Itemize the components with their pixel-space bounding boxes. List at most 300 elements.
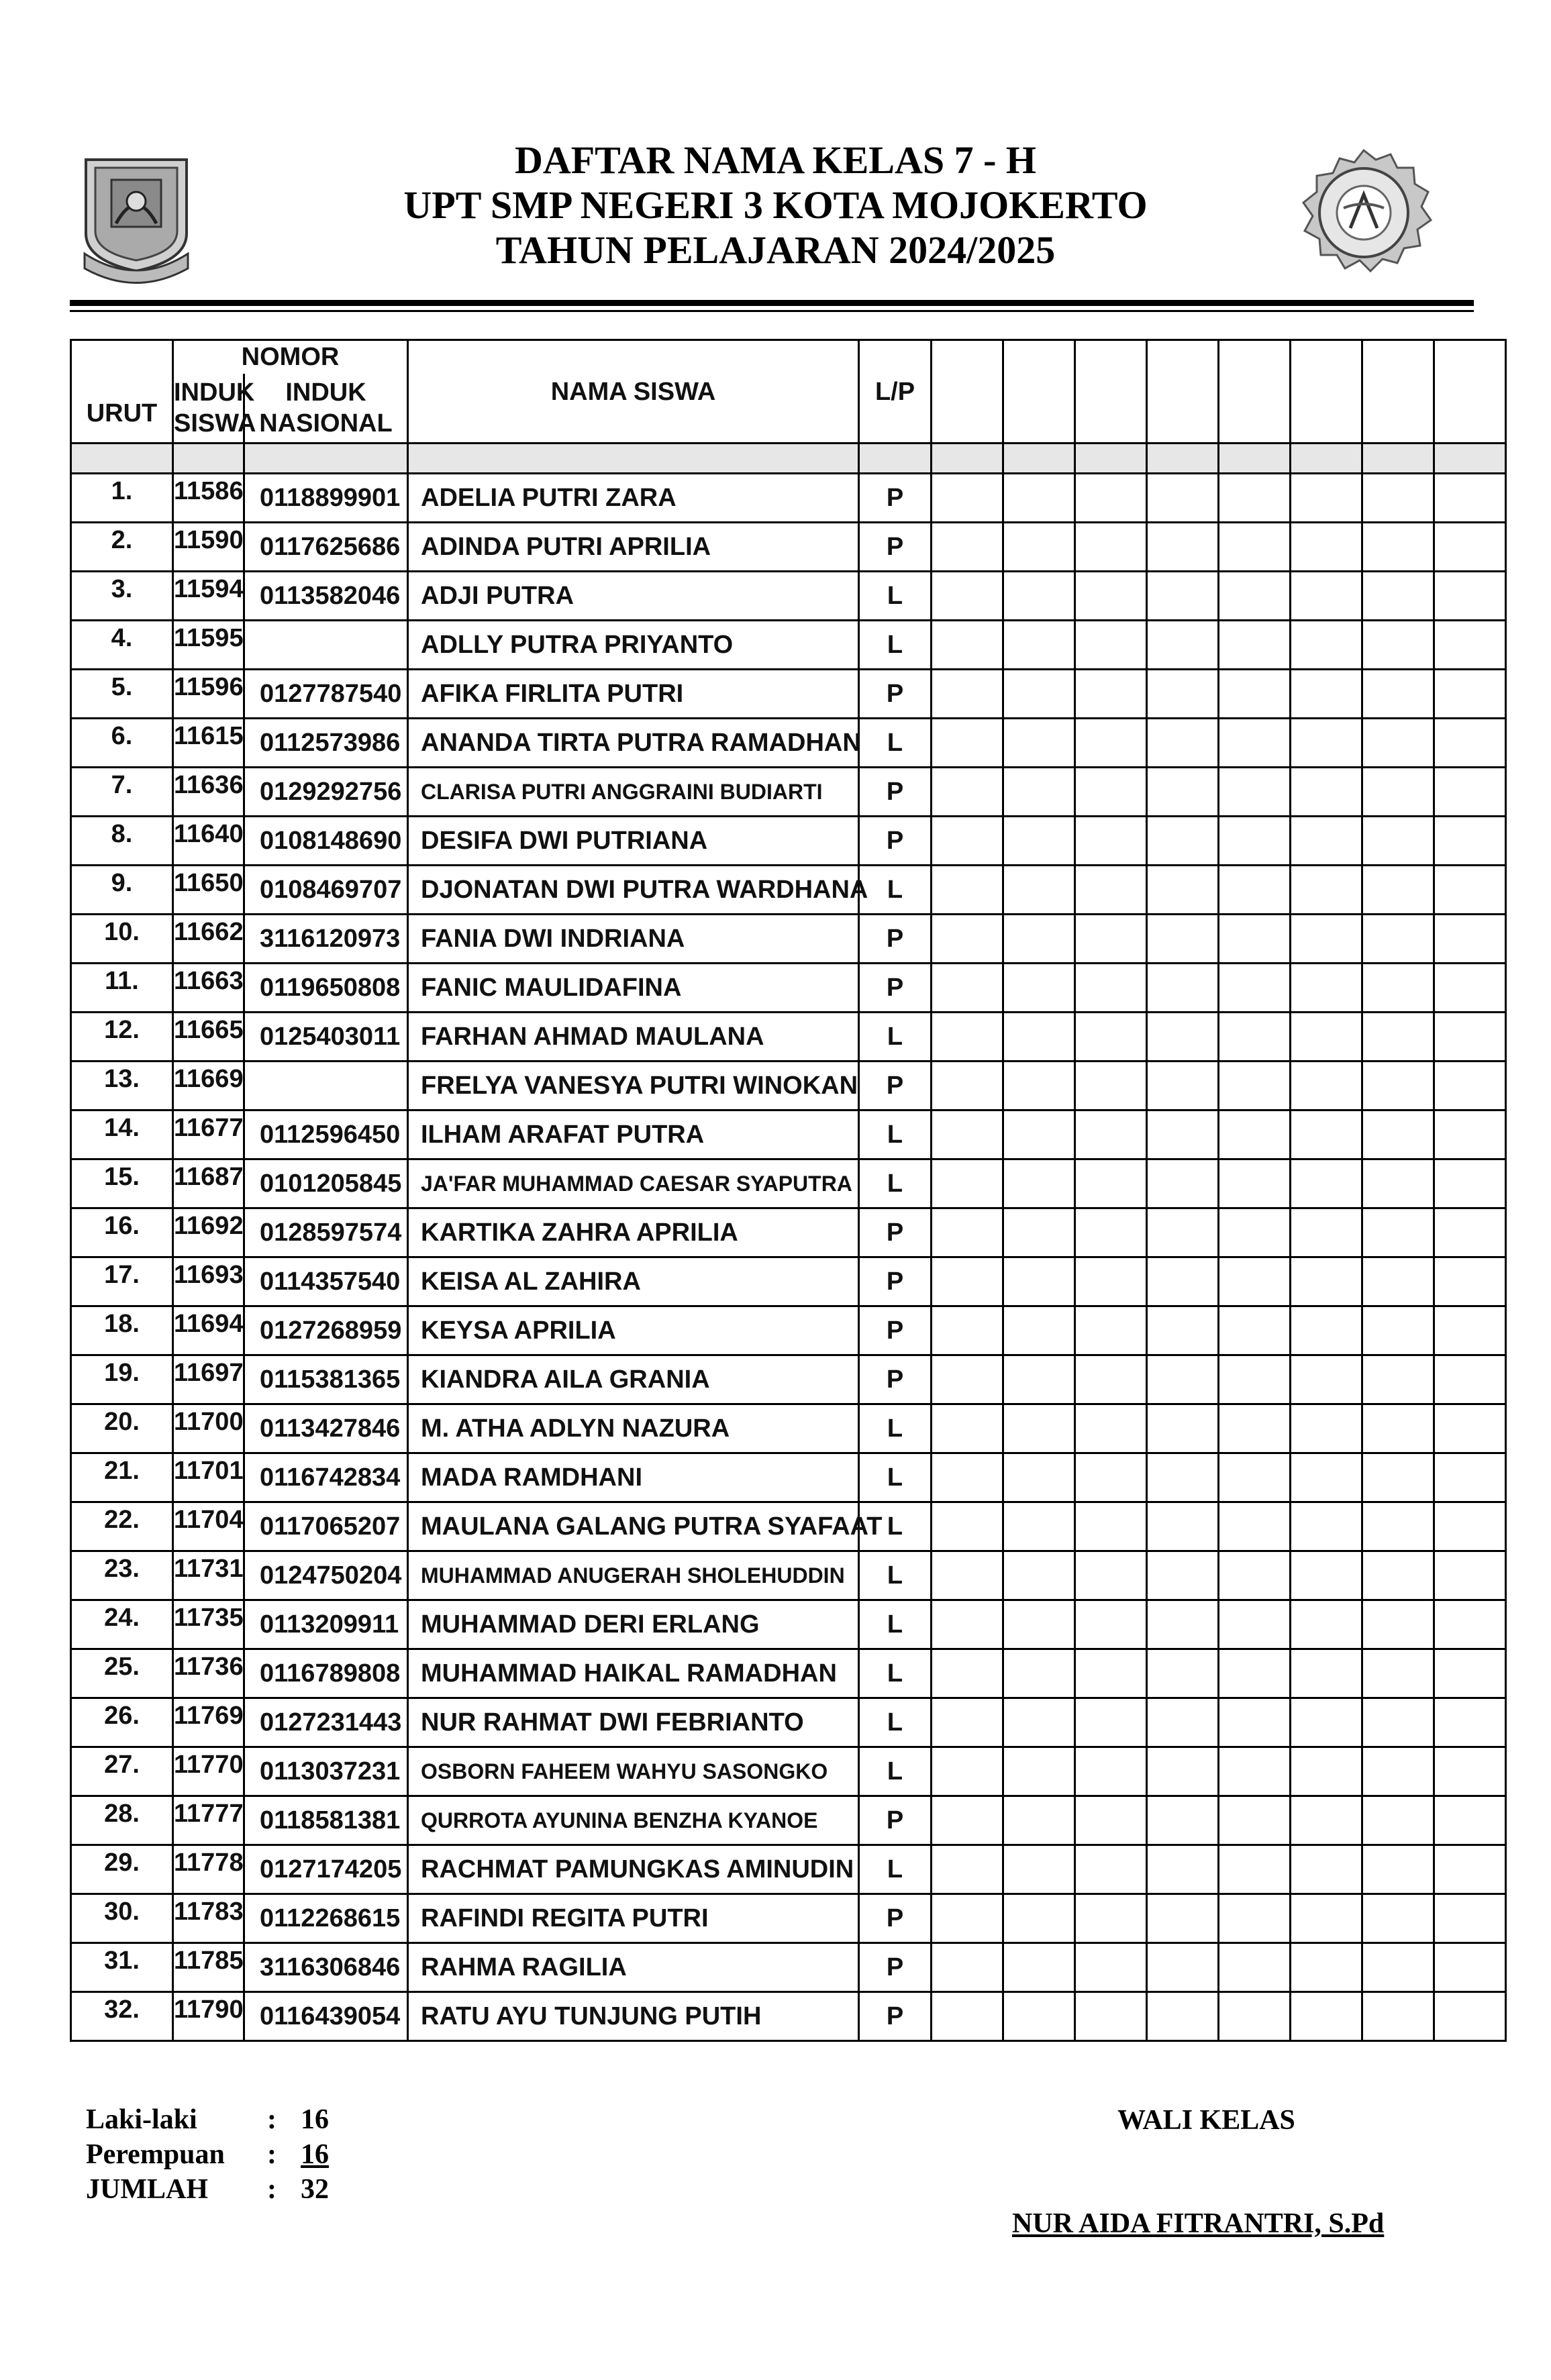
student-name: RAFINDI REGITA PUTRI xyxy=(408,1894,859,1943)
summary-male-row xyxy=(86,2102,329,2137)
blank-cell xyxy=(1362,768,1434,817)
blank-cell xyxy=(1003,1062,1075,1110)
blank-cell xyxy=(1075,964,1147,1013)
student-id: 11783 xyxy=(174,1897,244,1926)
gender: P xyxy=(859,1992,932,2041)
blank-cell xyxy=(1434,1110,1506,1159)
total-count: 32 xyxy=(301,2174,329,2205)
blank-cell xyxy=(932,1453,1003,1502)
blank-cell xyxy=(1075,1404,1147,1453)
blank-cell xyxy=(1362,1013,1434,1062)
blank-cell xyxy=(1075,1502,1147,1551)
student-name: ADINDA PUTRI APRILIA xyxy=(408,523,859,572)
row-number: 25. xyxy=(104,1652,140,1681)
blank-cell xyxy=(1075,1551,1147,1600)
blank-cell xyxy=(1362,572,1434,621)
blank-cell xyxy=(1362,1453,1434,1502)
blank-cell xyxy=(1147,1013,1219,1062)
blank-cell xyxy=(1291,1404,1362,1453)
student-id: 11590 xyxy=(174,525,244,554)
student-name: ADLLY PUTRA PRIYANTO xyxy=(408,621,859,670)
title-line-2: UPT SMP NEGERI 3 KOTA MOJOKERTO xyxy=(403,183,1148,227)
blank-cell xyxy=(1291,964,1362,1013)
col-header-lp: L/P xyxy=(859,340,932,444)
table-row xyxy=(71,670,1506,719)
blank-cell xyxy=(1075,1796,1147,1845)
row-number: 7. xyxy=(111,770,133,799)
gender: L xyxy=(859,1698,932,1747)
national-id: 3116120973 xyxy=(244,915,408,964)
blank-cell xyxy=(1147,1404,1219,1453)
blank-cell xyxy=(1291,1698,1362,1747)
blank-cell xyxy=(1434,572,1506,621)
blank-cell xyxy=(1003,1992,1075,2041)
student-id: 11778 xyxy=(174,1848,244,1877)
student-name: KARTIKA ZAHRA APRILIA xyxy=(408,1208,859,1257)
gender: P xyxy=(859,1796,932,1845)
blank-cell xyxy=(1147,1845,1219,1894)
blank-cell xyxy=(1362,1110,1434,1159)
national-id xyxy=(244,621,408,670)
blank-cell xyxy=(1291,1649,1362,1698)
blank-cell xyxy=(1219,1159,1291,1208)
blank-cell xyxy=(1362,670,1434,719)
blank-cell xyxy=(1434,474,1506,523)
blank-cell xyxy=(1075,1747,1147,1796)
blank-cell xyxy=(1147,1796,1219,1845)
col-header-urut: URUT xyxy=(71,340,173,444)
gender: P xyxy=(859,768,932,817)
blank-col-6 xyxy=(1291,340,1362,444)
table-row xyxy=(71,621,1506,670)
table-row xyxy=(71,1502,1506,1551)
blank-cell xyxy=(1434,523,1506,572)
blank-cell xyxy=(1075,572,1147,621)
blank-cell xyxy=(1003,670,1075,719)
national-id: 0125403011 xyxy=(244,1013,408,1062)
blank-cell xyxy=(1147,866,1219,915)
table-row xyxy=(71,1355,1506,1404)
row-number: 27. xyxy=(104,1750,140,1779)
blank-cell xyxy=(932,1698,1003,1747)
student-name: FRELYA VANESYA PUTRI WINOKAN xyxy=(408,1062,859,1110)
blank-cell xyxy=(1003,1306,1075,1355)
row-number: 24. xyxy=(104,1603,140,1632)
blank-cell xyxy=(1434,1062,1506,1110)
summary-female-row xyxy=(86,2137,329,2172)
blank-cell xyxy=(1362,866,1434,915)
gender: P xyxy=(859,915,932,964)
row-number: 5. xyxy=(111,672,133,701)
table-row xyxy=(71,1257,1506,1306)
blank-cell xyxy=(1075,474,1147,523)
row-number: 31. xyxy=(104,1946,140,1975)
title-line-3: TAHUN PELAJARAN 2024/2025 xyxy=(495,228,1056,272)
student-name: KIANDRA AILA GRANIA xyxy=(408,1355,859,1404)
table-row xyxy=(71,572,1506,621)
blank-cell xyxy=(932,1845,1003,1894)
row-number: 28. xyxy=(104,1799,140,1828)
blank-cell xyxy=(1291,817,1362,866)
student-name: MAULANA GALANG PUTRA SYAFAAT xyxy=(408,1502,859,1551)
gender: L xyxy=(859,1453,932,1502)
female-label: Perempuan xyxy=(86,2139,225,2170)
blank-cell xyxy=(1291,1747,1362,1796)
blank-cell xyxy=(1075,1062,1147,1110)
blank-cell xyxy=(1219,1355,1291,1404)
blank-cell xyxy=(932,1600,1003,1649)
blank-cell xyxy=(932,964,1003,1013)
gender: L xyxy=(859,719,932,768)
gender: P xyxy=(859,1257,932,1306)
blank-cell xyxy=(1003,621,1075,670)
student-id: 11694 xyxy=(174,1309,244,1338)
blank-col-7 xyxy=(1362,340,1434,444)
row-number: 20. xyxy=(104,1407,140,1436)
national-id: 3116306846 xyxy=(244,1943,408,1992)
blank-cell xyxy=(1291,1159,1362,1208)
blank-cell xyxy=(1434,768,1506,817)
table-row xyxy=(71,1159,1506,1208)
blank-cell xyxy=(1219,1257,1291,1306)
blank-cell xyxy=(1075,1894,1147,1943)
student-name: KEYSA APRILIA xyxy=(408,1306,859,1355)
national-id: 0127174205 xyxy=(244,1845,408,1894)
gender: L xyxy=(859,1013,932,1062)
student-name: MADA RAMDHANI xyxy=(408,1453,859,1502)
blank-cell xyxy=(1291,1110,1362,1159)
student-id: 11677 xyxy=(174,1113,244,1142)
blank-cell xyxy=(1219,1845,1291,1894)
blank-cell xyxy=(1003,523,1075,572)
table-row xyxy=(71,1894,1506,1943)
row-number: 13. xyxy=(104,1064,140,1093)
student-name: FANIC MAULIDAFINA xyxy=(408,964,859,1013)
student-id: 11595 xyxy=(174,623,244,652)
table-row xyxy=(71,1845,1506,1894)
blank-cell xyxy=(1291,1257,1362,1306)
table-row xyxy=(71,719,1506,768)
gender: P xyxy=(859,1943,932,1992)
blank-cell xyxy=(1075,1992,1147,2041)
student-name: ANANDA TIRTA PUTRA RAMADHAN xyxy=(408,719,859,768)
blank-cell xyxy=(1003,768,1075,817)
blank-cell xyxy=(1219,1943,1291,1992)
student-name: RACHMAT PAMUNGKAS AMINUDIN xyxy=(408,1845,859,1894)
blank-cell xyxy=(1003,1208,1075,1257)
national-id: 0112596450 xyxy=(244,1110,408,1159)
blank-cell xyxy=(1291,670,1362,719)
blank-cell xyxy=(1291,719,1362,768)
blank-cell xyxy=(1362,1062,1434,1110)
blank-cell xyxy=(1434,621,1506,670)
blank-cell xyxy=(1003,1551,1075,1600)
blank-cell xyxy=(1291,1551,1362,1600)
blank-cell xyxy=(932,1110,1003,1159)
blank-cell xyxy=(1362,1992,1434,2041)
table-row xyxy=(71,768,1506,817)
spacer-row xyxy=(71,444,1506,474)
national-id: 0108469707 xyxy=(244,866,408,915)
blank-cell xyxy=(1075,1600,1147,1649)
student-roster-table xyxy=(70,339,1507,2042)
student-id: 11736 xyxy=(174,1652,244,1681)
student-name: FANIA DWI INDRIANA xyxy=(408,915,859,964)
student-name: DJONATAN DWI PUTRA WARDHANA xyxy=(408,866,859,915)
blank-col-4 xyxy=(1147,340,1219,444)
blank-cell xyxy=(1147,964,1219,1013)
blank-cell xyxy=(932,1894,1003,1943)
table-row xyxy=(71,1306,1506,1355)
table-row xyxy=(71,1649,1506,1698)
blank-cell xyxy=(1434,1649,1506,1698)
national-id: 0117065207 xyxy=(244,1502,408,1551)
blank-cell xyxy=(1147,670,1219,719)
blank-cell xyxy=(1147,1551,1219,1600)
roster-body xyxy=(71,474,1506,2041)
student-id: 11693 xyxy=(174,1260,244,1289)
blank-cell xyxy=(1003,1404,1075,1453)
blank-cell xyxy=(1003,866,1075,915)
blank-cell xyxy=(932,1747,1003,1796)
blank-cell xyxy=(1291,1208,1362,1257)
colon: : xyxy=(267,2139,277,2170)
table-row xyxy=(71,1551,1506,1600)
blank-cell xyxy=(1219,1992,1291,2041)
blank-cell xyxy=(1003,1502,1075,1551)
blank-cell xyxy=(1003,1894,1075,1943)
blank-cell xyxy=(1219,1013,1291,1062)
blank-cell xyxy=(932,1992,1003,2041)
blank-cell xyxy=(1003,1649,1075,1698)
student-id: 11596 xyxy=(174,672,244,701)
row-number: 10. xyxy=(104,917,140,946)
student-id: 11615 xyxy=(174,721,244,750)
table-row xyxy=(71,1992,1506,2041)
blank-cell xyxy=(932,1208,1003,1257)
gender: L xyxy=(859,1747,932,1796)
gender: L xyxy=(859,1404,932,1453)
blank-cell xyxy=(1362,621,1434,670)
student-id: 11704 xyxy=(174,1505,244,1534)
blank-cell xyxy=(1219,1453,1291,1502)
student-id: 11594 xyxy=(174,574,244,603)
gender: P xyxy=(859,1894,932,1943)
national-id: 0129292756 xyxy=(244,768,408,817)
blank-cell xyxy=(932,670,1003,719)
row-number: 29. xyxy=(104,1848,140,1877)
blank-cell xyxy=(1003,572,1075,621)
student-id: 11735 xyxy=(174,1603,244,1632)
student-name: M. ATHA ADLYN NAZURA xyxy=(408,1404,859,1453)
blank-cell xyxy=(1291,1502,1362,1551)
blank-cell xyxy=(1147,1992,1219,2041)
blank-cell xyxy=(1075,1845,1147,1894)
student-name: ILHAM ARAFAT PUTRA xyxy=(408,1110,859,1159)
blank-cell xyxy=(1291,915,1362,964)
blank-cell xyxy=(1362,1894,1434,1943)
blank-cell xyxy=(1219,621,1291,670)
gender: L xyxy=(859,1845,932,1894)
student-id: 11769 xyxy=(174,1701,244,1730)
gender: L xyxy=(859,1502,932,1551)
gender: P xyxy=(859,670,932,719)
blank-cell xyxy=(1219,817,1291,866)
homeroom-teacher-name: NUR AIDA FITRANTRI, S.Pd xyxy=(1012,2208,1385,2239)
blank-cell xyxy=(1003,1698,1075,1747)
blank-cell xyxy=(1434,1502,1506,1551)
row-number: 9. xyxy=(111,868,133,897)
table-row xyxy=(71,964,1506,1013)
blank-cell xyxy=(1434,1796,1506,1845)
blank-cell xyxy=(1075,1306,1147,1355)
blank-cell xyxy=(1075,719,1147,768)
table-row xyxy=(71,1208,1506,1257)
blank-cell xyxy=(1003,1943,1075,1992)
female-count: 16 xyxy=(301,2139,329,2170)
national-id: 0114357540 xyxy=(244,1257,408,1306)
blank-cell xyxy=(1147,768,1219,817)
blank-col-8 xyxy=(1434,340,1506,444)
student-name: MUHAMMAD ANUGERAH SHOLEHUDDIN xyxy=(408,1551,859,1600)
row-number: 3. xyxy=(111,574,133,603)
header-rule-thin xyxy=(70,310,1474,312)
blank-cell xyxy=(932,817,1003,866)
blank-cell xyxy=(1147,1355,1219,1404)
blank-cell xyxy=(1075,1208,1147,1257)
student-id: 11697 xyxy=(174,1358,244,1387)
blank-cell xyxy=(1147,523,1219,572)
row-number: 12. xyxy=(104,1015,140,1044)
student-name: ADELIA PUTRI ZARA xyxy=(408,474,859,523)
blank-col-3 xyxy=(1075,340,1147,444)
blank-cell xyxy=(932,719,1003,768)
student-id: 11700 xyxy=(174,1407,244,1436)
blank-col-5 xyxy=(1219,340,1291,444)
blank-cell xyxy=(932,1355,1003,1404)
student-name: FARHAN AHMAD MAULANA xyxy=(408,1013,859,1062)
student-id: 11777 xyxy=(174,1799,244,1828)
blank-cell xyxy=(1219,1600,1291,1649)
student-id: 11785 xyxy=(174,1946,244,1975)
blank-cell xyxy=(1075,1257,1147,1306)
student-name: KEISA AL ZAHIRA xyxy=(408,1257,859,1306)
blank-cell xyxy=(1362,1943,1434,1992)
table-row xyxy=(71,817,1506,866)
colon: : xyxy=(267,2174,277,2205)
blank-cell xyxy=(1434,817,1506,866)
table-row xyxy=(71,1110,1506,1159)
blank-cell xyxy=(1075,523,1147,572)
student-name: ADJI PUTRA xyxy=(408,572,859,621)
row-number: 2. xyxy=(111,525,133,554)
blank-cell xyxy=(1075,817,1147,866)
student-name: OSBORN FAHEEM WAHYU SASONGKO xyxy=(408,1747,859,1796)
table-row xyxy=(71,1013,1506,1062)
blank-cell xyxy=(1291,523,1362,572)
blank-cell xyxy=(1362,1208,1434,1257)
blank-cell xyxy=(1219,915,1291,964)
blank-cell xyxy=(1147,817,1219,866)
blank-cell xyxy=(1147,1600,1219,1649)
blank-cell xyxy=(1291,1943,1362,1992)
student-id: 11790 xyxy=(174,1995,244,2024)
student-name: CLARISA PUTRI ANGGRAINI BUDIARTI xyxy=(408,768,859,817)
blank-cell xyxy=(1219,964,1291,1013)
blank-cell xyxy=(1291,474,1362,523)
blank-cell xyxy=(932,1306,1003,1355)
blank-cell xyxy=(1362,1600,1434,1649)
blank-cell xyxy=(1075,1110,1147,1159)
blank-cell xyxy=(1434,670,1506,719)
blank-cell xyxy=(1434,1747,1506,1796)
blank-cell xyxy=(1434,1600,1506,1649)
blank-cell xyxy=(932,768,1003,817)
title-line-1: DAFTAR NAMA KELAS 7 - H xyxy=(514,138,1037,182)
gender: P xyxy=(859,1306,932,1355)
row-number: 14. xyxy=(104,1113,140,1142)
blank-cell xyxy=(1291,572,1362,621)
national-id: 0113037231 xyxy=(244,1747,408,1796)
blank-cell xyxy=(1291,1796,1362,1845)
blank-cell xyxy=(1362,915,1434,964)
national-id: 0124750204 xyxy=(244,1551,408,1600)
col-header-induk-siswa: INDUK SISWA xyxy=(173,374,244,444)
row-number: 16. xyxy=(104,1211,140,1240)
blank-cell xyxy=(1075,1698,1147,1747)
student-name: RATU AYU TUNJUNG PUTIH xyxy=(408,1992,859,2041)
national-id: 0116742834 xyxy=(244,1453,408,1502)
blank-cell xyxy=(1147,1894,1219,1943)
blank-cell xyxy=(1219,1796,1291,1845)
blank-cell xyxy=(932,915,1003,964)
national-id: 0127268959 xyxy=(244,1306,408,1355)
blank-cell xyxy=(1291,768,1362,817)
blank-cell xyxy=(1147,1747,1219,1796)
table-row xyxy=(71,523,1506,572)
national-id: 0116789808 xyxy=(244,1649,408,1698)
table-row xyxy=(71,1600,1506,1649)
blank-cell xyxy=(1434,1992,1506,2041)
row-number: 15. xyxy=(104,1162,140,1191)
student-id: 11640 xyxy=(174,819,244,848)
blank-cell xyxy=(1434,964,1506,1013)
table-row xyxy=(71,1698,1506,1747)
blank-cell xyxy=(1147,1110,1219,1159)
gender: P xyxy=(859,1208,932,1257)
row-number: 1. xyxy=(111,476,133,505)
blank-cell xyxy=(1434,1943,1506,1992)
blank-cell xyxy=(932,572,1003,621)
male-count: 16 xyxy=(301,2104,329,2135)
national-id: 0116439054 xyxy=(244,1992,408,2041)
national-id: 0119650808 xyxy=(244,964,408,1013)
gender: P xyxy=(859,817,932,866)
table-row xyxy=(71,915,1506,964)
gender: P xyxy=(859,1355,932,1404)
table-row xyxy=(71,1747,1506,1796)
blank-cell xyxy=(1219,1894,1291,1943)
blank-cell xyxy=(1362,1551,1434,1600)
national-id: 0128597574 xyxy=(244,1208,408,1257)
blank-cell xyxy=(1362,1306,1434,1355)
blank-cell xyxy=(1219,1551,1291,1600)
gender: L xyxy=(859,572,932,621)
blank-cell xyxy=(1434,719,1506,768)
national-id: 0108148690 xyxy=(244,817,408,866)
national-id: 0115381365 xyxy=(244,1355,408,1404)
blank-cell xyxy=(1434,866,1506,915)
